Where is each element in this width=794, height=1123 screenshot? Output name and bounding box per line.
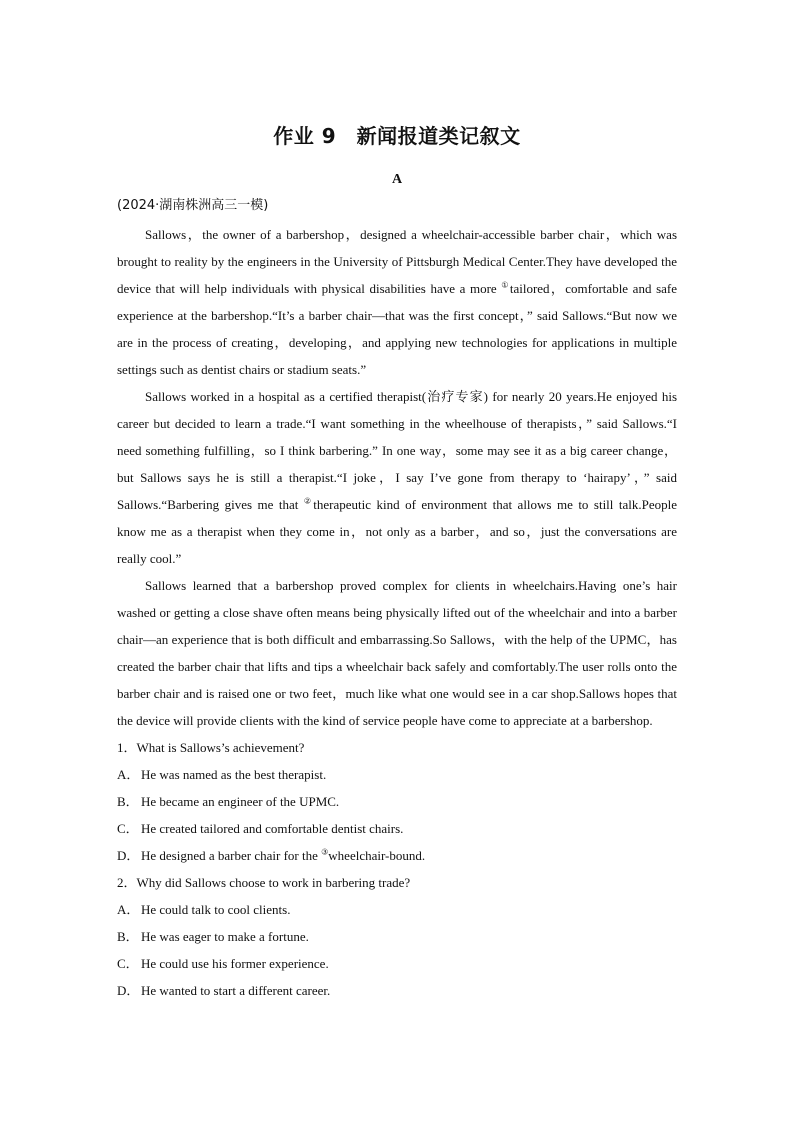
option-c[interactable]: C． He could use his former experience. <box>117 956 329 971</box>
option-d[interactable]: D． He designed a barber chair for the ③wheelchair-bound. <box>117 847 426 863</box>
paragraph-3: Sallows learned that a barbershop proved complex for clients in wheelchairs.Having one’s hair washed or getting a close shave often means being physically lifted out of the wheelchair and into a barber chair—an experience that is both difficult and embarrassing.So Sallows，with the help of the UPMC，has created the barber chair that lifts and tips a wheelchair back safely and comfortably.The user rolls onto the barber chair and is raised one or two feet，much like what one would see in a car shop.Sallows hopes that the device will provide clients with the kind of service people have come to appreciate at a barbershop. <box>117 578 677 728</box>
footnote-mark: ③ <box>321 847 329 857</box>
page-title: 作业 9 新闻报道类记叙文 <box>273 124 521 148</box>
footnote-mark: ① <box>501 280 510 290</box>
question-stem: 1．What is Sallows’s achievement? <box>117 740 305 755</box>
question-1 <box>117 734 677 869</box>
option-b[interactable]: B． He was eager to make a fortune. <box>117 929 309 944</box>
option-c[interactable]: C． He created tailored and comfortable dentist chairs. <box>117 821 404 836</box>
source-note: (2024·湖南株洲高三一模) <box>117 198 269 213</box>
paragraph-2: Sallows worked in a hospital as a certified therapist(治疗专家) for nearly 20 years.He enjoyed his career but decided to learn a trade.“I want something in the wheelhouse of therapists，” said Sallows.“I need something fulfilling，so I think barbering.” In one way，some may see it as a big career change，but Sallows says he is still a therapist.“I joke，I say I’ve gone from therapy to ‘hairapy’，” said Sallows.“Barbering gives me that ②therapeutic kind of environment that allows me to still talk.People know me as a therapist when they come in，not only as a barber，and so，just the conversations are really cool.” <box>117 389 678 566</box>
footnote-mark: ② <box>303 496 314 506</box>
option-a[interactable]: A． He could talk to cool clients. <box>117 902 291 917</box>
question-2 <box>117 869 677 1004</box>
option-d[interactable]: D． He wanted to start a different career. <box>117 983 331 998</box>
option-a[interactable]: A． He was named as the best therapist. <box>117 767 327 782</box>
section-label: A <box>391 172 403 187</box>
option-b[interactable]: B． He became an engineer of the UPMC. <box>117 794 340 809</box>
question-stem: 2．Why did Sallows choose to work in barbering trade? <box>117 875 411 890</box>
paragraph-1: Sallows，the owner of a barbershop，designed a wheelchair-accessible barber chair，which was brought to reality by the engineers in the University of Pittsburgh Medical Center.They have developed the device that will help individuals with physical disabilities have a more ①tailored，comfortable and safe experience at the barbershop.“It’s a barber chair—that was the first concept，” said Sallows.“But now we are in the process of creating，developing，and applying new technologies for applications in multiple settings such as dentist chairs or stadium seats.” <box>117 227 677 377</box>
article-body <box>117 221 677 1004</box>
